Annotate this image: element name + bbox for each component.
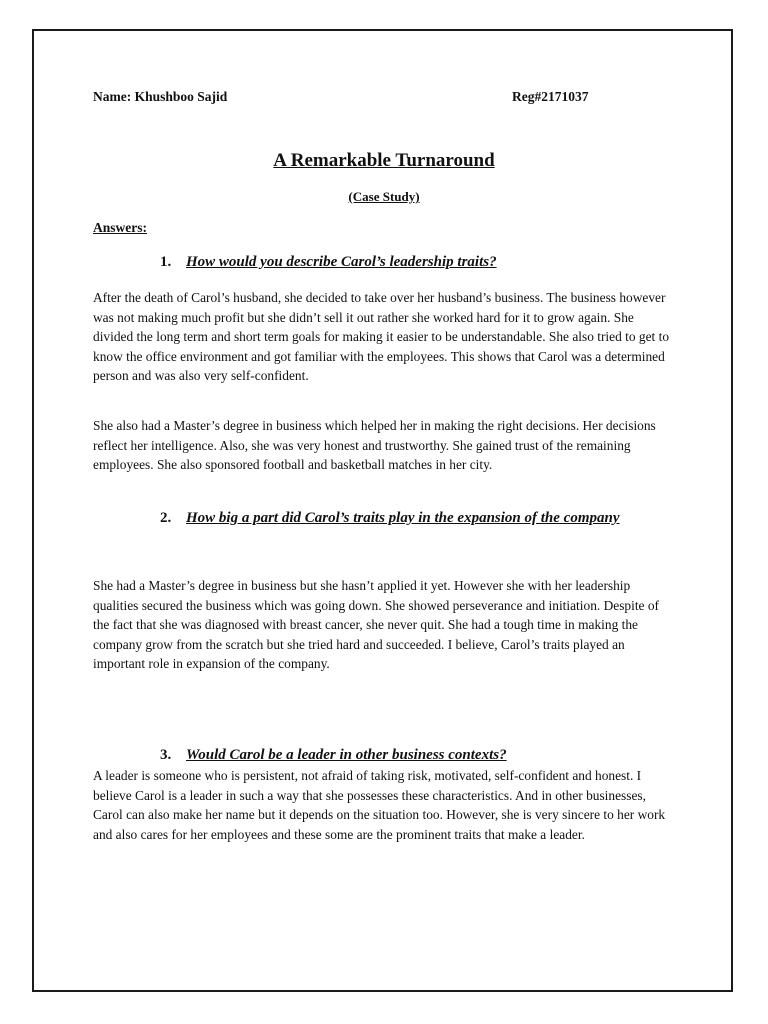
question-text: How would you describe Carol’s leadership traits? [186,254,497,270]
question-number: 1. [160,254,172,270]
question-number: 2. [160,510,172,526]
answer-1-paragraph-1: After the death of Carol’s husband, she decided to take over her husband’s business. The business however was not making much profit but she didn’t sell it out rather she worked hard for it to grow again. She divided the long term and short term goals for making it easier to be understandable. She also tried to get to know the office environment and got familiar with the employees. This shows that Carol was a determined person and was also very self-confident. [93,290,670,384]
registration-number: Reg#2171037 [512,89,589,104]
answer-2-paragraph-1: She had a Master’s degree in business but she hasn’t applied it yet. However she with her leadership qualities secured the business which was going down. She showed perseverance and initiation. Despite of the fact that she was diagnosed with breast cancer, she never quit. She had a tough time in making the company grow from the scratch but she tried hard and succeeded. I believe, Carol’s traits played an important role in expansion of the company. [93,578,659,672]
question-3 [160,746,675,765]
question-number: 3. [160,747,172,763]
answer-3-paragraph-1: A leader is someone who is persistent, not afraid of taking risk, motivated, self-confident and honest. I believe Carol is a leader in such a way that she possesses these characteristics. And in other businesses, Carol can also make her name but it depends on the situation too. However, she is very sincere to her work and also cares for her employees and these some are the prominent traits that make a leader. [93,768,666,842]
student-name: Name: Khushboo Sajid [93,89,231,104]
question-2 [160,509,675,528]
question-1 [160,253,675,272]
document-subtitle: (Case Study) [348,189,420,204]
question-text: How big a part did Carol’s traits play in the expansion of the company [186,510,620,526]
question-text: Would Carol be a leader in other business contexts? [186,747,507,763]
document-title: A Remarkable Turnaround [273,150,495,171]
answers-label: Answers: [93,220,147,235]
answer-1-paragraph-2: She also had a Master’s degree in business which helped her in making the right decisions. Her decisions reflect her intelligence. Also, she was very honest and trustworthy. She gained trust of the remaining employees. She also sponsored football and basketball matches in her city. [93,418,656,473]
